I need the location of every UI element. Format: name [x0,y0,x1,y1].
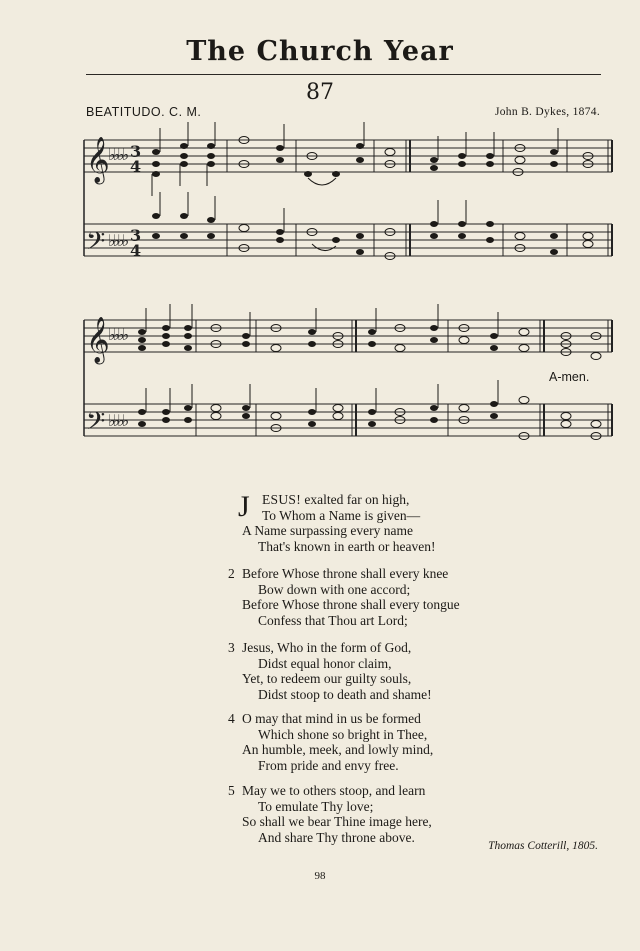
stanza-line: From pride and envy free. [258,758,399,774]
stanza-line: That's known in earth or heaven! [258,539,436,555]
system-2-bass-notes [138,397,601,440]
page-number: 98 [314,870,326,882]
bass-clef-icon: 𝄢 [86,407,106,442]
stanza-number: 3 [228,640,235,655]
stanza-line: Didst stoop to death and shame! [258,687,432,703]
stanza-line: So shall we bear Thine image here, [242,814,432,830]
svg-text:4: 4 [130,241,142,260]
key-signature-flats: ♭♭♭♭ [108,325,127,344]
key-signature-flats: ♭♭♭♭ [108,145,127,164]
svg-text:3: 3 [130,226,142,245]
stanza-line: Yet, to redeem our guilty souls, [242,671,412,687]
page-header-title: The Church Year [186,36,454,67]
stanza-3 [228,640,432,703]
slur [308,178,336,185]
author-credit: Thomas Cotterill, 1805. [488,840,598,852]
stanza-2 [228,566,460,629]
stanza-line: To emulate Thy love; [258,798,374,814]
system-1-bass-notes [152,213,593,260]
stanza-line: Confess that Thou art Lord; [258,613,408,629]
stanza-number: 2 [228,566,235,581]
stanza-line: ESUS! exalted far on high, [262,492,410,507]
system-1-bass-staff [84,224,612,256]
amen-label: A-men. [549,370,590,384]
stanza-line: Didst equal honor claim, [258,655,392,671]
stanza-line: Which shone so bright in Thee, [258,726,428,742]
stanza-5 [228,783,432,846]
tune-name: BEATITUDO. C. M. [86,105,202,119]
key-signature-flats-bass: ♭♭♭♭ [108,231,127,250]
stanza-line: To Whom a Name is given— [262,507,421,523]
system-1-treble-staff [84,140,612,172]
treble-clef-icon: 𝄞 [86,137,110,183]
stanza-line: Bow down with one accord; [258,581,411,597]
time-signature: 3 [130,142,142,161]
stanza-line: An humble, meek, and lowly mind, [242,742,434,758]
stanza-line: 2 Before Whose throne shall every knee [228,566,449,581]
stanza-line: 5 May we to others stoop, and learn [228,783,426,798]
stanza-line: And share Thy throne above. [258,830,415,846]
stanza-1 [228,492,436,555]
drop-cap-initial: J [238,490,250,523]
stanza-number: 5 [228,783,235,798]
slur [312,244,336,251]
system-1-notes [152,137,593,178]
stanza-number: 4 [228,711,235,726]
hymn-number: 87 [306,80,334,105]
stanza-line: 4 O may that mind in us be formed [228,711,421,726]
key-signature-flats-bass: ♭♭♭♭ [108,411,127,430]
stanza-line: Before Whose throne shall every tongue [242,597,460,613]
svg-text:4: 4 [130,157,142,176]
system-2-notes [138,325,601,360]
stanza-4 [228,711,433,774]
composer-credit: John B. Dykes, 1874. [494,106,600,118]
stanza-line: A Name surpassing every name [242,523,413,539]
bass-clef-icon: 𝄢 [86,227,106,262]
stanza-line: 3 Jesus, Who in the form of God, [228,640,412,655]
treble-clef-icon: 𝄞 [86,317,110,363]
music-score [0,0,640,460]
